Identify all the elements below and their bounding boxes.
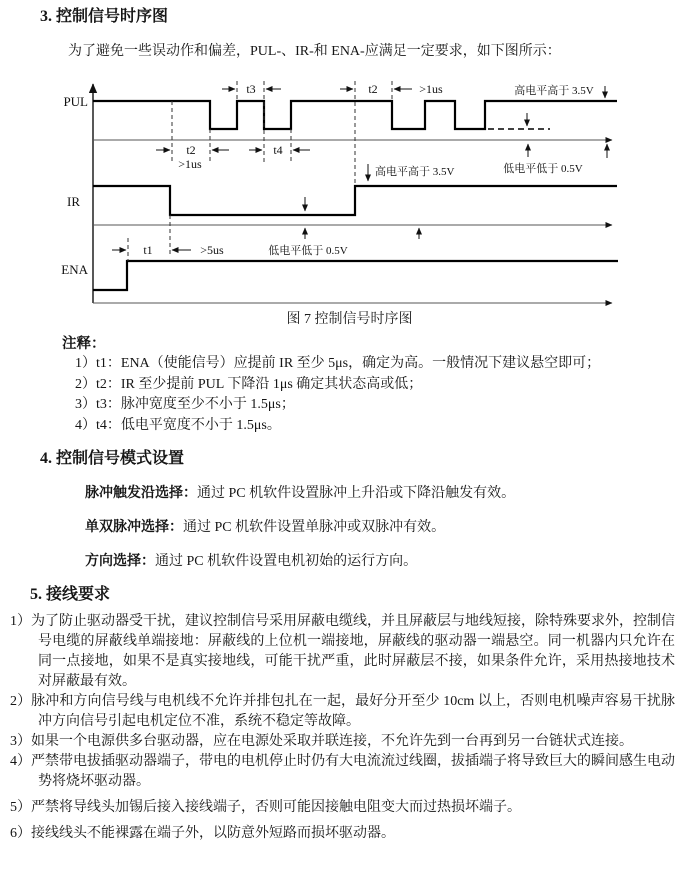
notes-block	[0, 334, 699, 436]
mode-item-single-double-pulse	[85, 518, 699, 538]
wiring-item-1: 1）为了防止驱动器受干扰，建议控制信号采用屏蔽电缆线，并且屏蔽层与地线短接，除特殊要求外，控制信号电缆的屏蔽线单端接地：屏蔽线的上位机一端接地，屏蔽线的驱动器一端悬空。同一机器内只允许在同一点接地，如果不是真实接地线，可能干扰严重，此时屏蔽层不接，如果条件允许，采用热接地技术对屏蔽最有效。	[10, 614, 675, 689]
section-5-heading: 5. 接线要求	[30, 586, 111, 603]
ir-waveform	[93, 186, 617, 215]
mode-term: 方向选择：	[85, 554, 155, 569]
wiring-item-2: 2）脉冲和方向信号线与电机线不允许并排包扎在一起，最好分开至少 10cm 以上，否则电机噪声容易干扰脉冲方向信号引起电机定位不准，系统不稳定等故障。	[10, 694, 675, 729]
mode-item-direction	[85, 552, 699, 572]
notes-title: 注释：	[62, 336, 106, 352]
note-item-4: 4）t4：低电平宽度不小于 1.5μs。	[75, 417, 281, 433]
dimension-arrows	[112, 89, 412, 250]
timing-label-t4: t4	[273, 143, 283, 157]
annotation-pul-low-level: 低电平低于 0.5V	[503, 163, 583, 175]
mode-item-pulse-edge	[85, 484, 699, 504]
wiring-item-6: 6）接线线头不能裸露在端子外，以防意外短路而损坏驱动器。	[10, 826, 395, 841]
section-4-heading: 4. 控制信号模式设置	[40, 450, 185, 467]
dashed-guides	[128, 81, 392, 261]
note-item-3: 3）t3：脉冲宽度至少不小于 1.5μs；	[75, 397, 295, 412]
note-item-2: 2）t2：IR 至少提前 PUL 下降沿 1μs 确定其状态高或低；	[75, 376, 423, 392]
mode-desc: 通过 PC 机软件设置电机初始的运行方向。	[155, 554, 418, 569]
wiring-item-3: 3）如果一个电源供多台驱动器，应在电源处采取并联连接，不允许先到一台再到另一台链状式连接。	[10, 734, 633, 749]
timing-label-t2-top: t2	[368, 82, 378, 96]
signal-label-pul: PUL	[63, 94, 88, 109]
signal-label-ir: IR	[67, 194, 80, 209]
manual-page	[0, 6, 699, 870]
wiring-item-4: 4）严禁带电拔插驱动器端子，带电的电机停止时仍有大电流流过线圈，拔插端子将导致巨大的瞬间感生电动势将烧坏驱动器。	[10, 754, 675, 789]
section-3-intro: 为了避免一些误动作和偏差，PUL-、IR-和 ENA-应满足一定要求，如下图所示：	[68, 44, 561, 59]
mode-term: 脉冲触发沿选择：	[85, 486, 197, 501]
timing-label-t1: t1	[143, 243, 153, 257]
timing-label-1us-mid: >1us	[178, 157, 202, 171]
signal-label-ena: ENA	[61, 262, 88, 277]
annotation-ir-low-level: 低电平低于 0.5V	[268, 245, 348, 257]
note-item-1: 1）t1：ENA（使能信号）应提前 IR 至少 5μs，确定为高。一般情况下建议悬空即可；	[75, 356, 601, 371]
wiring-item-5: 5）严禁将导线头加锡后接入接线端子，否则可能因接触电阻变大而过热损坏端子。	[10, 800, 521, 815]
mode-term: 单双脉冲选择：	[85, 520, 183, 535]
mode-desc: 通过 PC 机软件设置脉冲上升沿或下降沿触发有效。	[197, 486, 516, 501]
timing-label-t2-mid: t2	[186, 143, 196, 157]
figure-caption: 图 7 控制信号时序图	[286, 312, 413, 327]
timing-label-5us: >5us	[200, 243, 224, 257]
timing-diagram	[0, 78, 699, 308]
timing-label-1us-top: >1us	[419, 82, 443, 96]
annotation-pul-high-level: 高电平高于 3.5V	[514, 85, 594, 97]
mode-desc: 通过 PC 机软件设置单脉冲或双脉冲有效。	[183, 520, 446, 535]
timing-label-t3: t3	[246, 82, 256, 96]
ena-waveform	[93, 261, 618, 290]
annotation-ir-high-level: 高电平高于 3.5V	[375, 166, 455, 178]
section-3-heading: 3. 控制信号时序图	[40, 8, 169, 25]
